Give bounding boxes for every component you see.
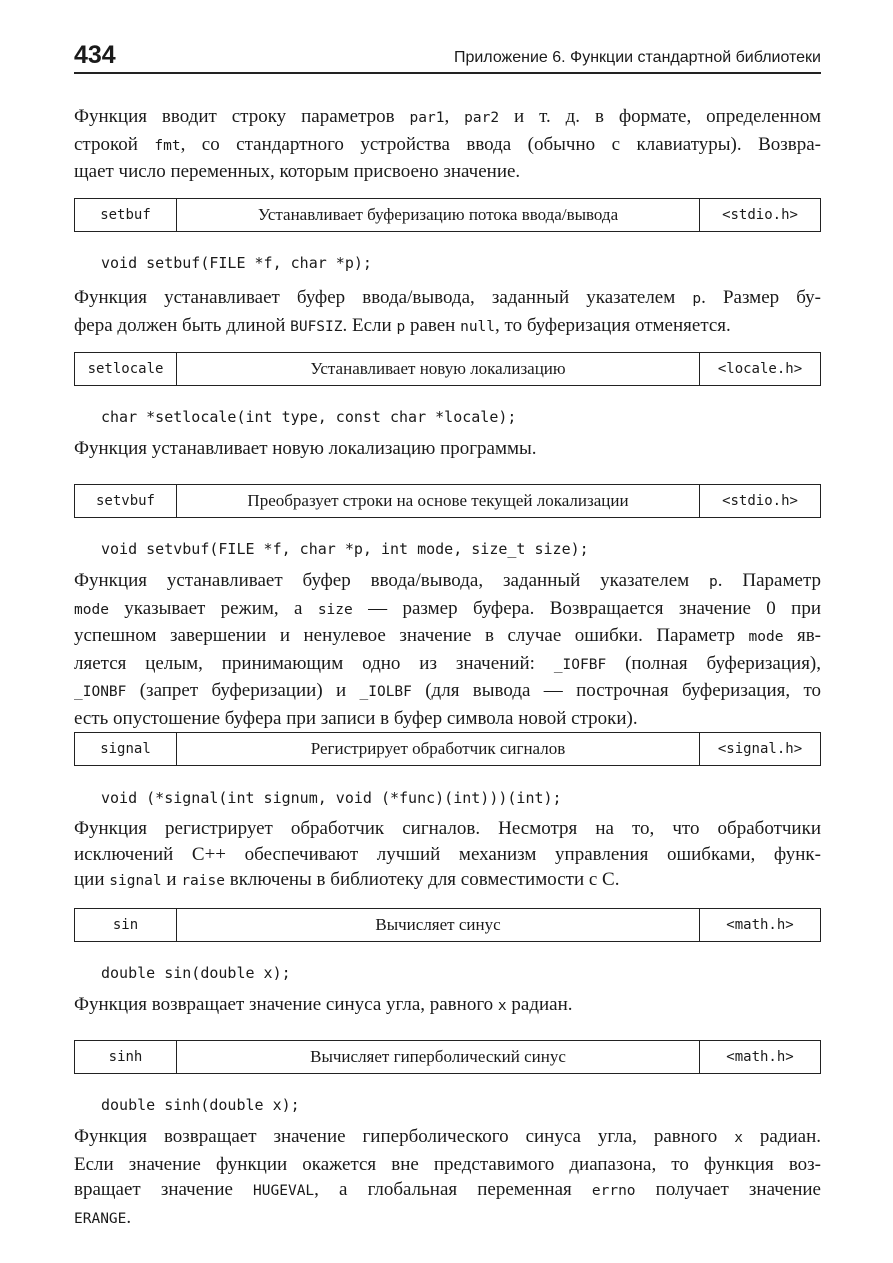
text-line: Функция регистрирует обработчик сигналов. Несмотря на то, что обработчики: [74, 818, 821, 839]
function-header-file: <locale.h>: [717, 361, 803, 377]
prototype-setbuf: void setbuf(FILE *f, char *p);: [101, 254, 372, 272]
function-name: signal: [75, 733, 177, 765]
inline-code: p: [692, 291, 702, 307]
function-description: Устанавливает буферизацию потока ввода/вывода: [177, 199, 700, 231]
prototype-sin: double sin(double x);: [101, 964, 291, 982]
text-line: Функция возвращает значение гиперболического синуса угла, равного x радиан.: [74, 1126, 821, 1147]
function-table-setbuf: [74, 198, 821, 232]
function-table-setlocale: [74, 352, 821, 386]
text-line: Если значение функции окажется вне представимого диапазона, то функция воз-: [74, 1153, 821, 1175]
text-line: ляется целым, принимающим одно из значений: _IOFBF (полная буферизация),: [74, 652, 822, 674]
text-line: Функция возвращает значение синуса угла, равного x радиан.: [74, 994, 573, 1015]
function-description: Устанавливает новую локализацию: [177, 353, 700, 385]
page-header: [74, 40, 821, 74]
function-description: Вычисляет гиперболический синус: [177, 1041, 700, 1073]
inline-code: HUGEVAL: [253, 1183, 315, 1199]
prototype-signal: void (*signal(int signum, void (*func)(int)))(int);: [101, 789, 562, 807]
inline-code: par1: [409, 110, 445, 126]
text-line: mode указывает режим, а size — размер буфера. Возвращается значение 0 при: [74, 597, 821, 619]
inline-code: size: [317, 601, 353, 618]
inline-code: x: [497, 998, 507, 1014]
running-title: Приложение 6. Функции стандартной библиотеки: [453, 49, 821, 66]
function-description: Вычисляет синус: [177, 909, 700, 941]
function-header-file: <stdio.h>: [722, 493, 798, 509]
text-line: есть опустошение буфера при записи в буфер символа новой строки).: [74, 707, 638, 729]
function-name: sinh: [75, 1041, 177, 1073]
text-line: щает число переменных, которым присвоено значение.: [74, 161, 521, 182]
text-line: вращает значение HUGEVAL, а глобальная переменная errno получает значение: [74, 1179, 821, 1200]
function-header-file: <math.h>: [726, 917, 794, 933]
description-signal: [74, 816, 821, 895]
inline-code: BUFSIZ: [290, 318, 343, 335]
text-line: Функция устанавливает буфер ввода/вывода, заданный указателем p. Размер бу-: [74, 287, 821, 308]
function-table-sin: [74, 908, 821, 942]
text-line: ции signal и raise включены в библиотеку для совместимости с C.: [74, 869, 620, 890]
description-sin: [74, 992, 821, 1020]
function-header-file: <math.h>: [726, 1049, 794, 1065]
inline-code: _IONBF: [74, 684, 127, 700]
function-description: Преобразует строки на основе текущей локализации: [177, 485, 700, 517]
text-line: строкой fmt, со стандартного устройства ввода (обычно с клавиатуры). Возвра-: [74, 133, 822, 155]
function-header-file: <signal.h>: [717, 741, 803, 757]
function-name: sin: [75, 909, 177, 941]
function-name: setlocale: [75, 353, 177, 385]
description-setbuf: [74, 285, 821, 340]
inline-code: _IOFBF: [553, 656, 607, 673]
inline-code: ERANGE: [74, 1210, 127, 1227]
function-header-file: <stdio.h>: [722, 207, 798, 223]
inline-code: mode: [74, 601, 109, 618]
inline-code: x: [734, 1130, 743, 1146]
prototype-setvbuf: void setvbuf(FILE *f, char *p, int mode, size_t size);: [101, 540, 589, 558]
description-setlocale: [74, 436, 821, 462]
prototype-sinh: double sinh(double x);: [101, 1096, 300, 1114]
text-line: успешном завершении и ненулевое значение в случае ошибки. Параметр mode яв-: [74, 625, 822, 646]
inline-code: par2: [464, 110, 500, 126]
inline-code: null: [460, 318, 496, 335]
inline-code: p: [396, 318, 406, 335]
inline-code: raise: [181, 873, 225, 889]
description-sinh: [74, 1124, 821, 1232]
inline-code: fmt: [154, 137, 181, 154]
intro-paragraph: [74, 104, 821, 185]
inline-code: mode: [748, 629, 784, 645]
prototype-setlocale: char *setlocale(int type, const char *locale);: [101, 408, 517, 426]
text-line: Функция вводит строку параметров par1, par2 и т. д. в формате, определенном: [74, 106, 822, 127]
text-line: фера должен быть длиной BUFSIZ. Если p равен null, то буферизация отменяется.: [74, 314, 731, 336]
function-name: setbuf: [75, 199, 177, 231]
text-line: ERANGE.: [74, 1206, 132, 1228]
function-table-signal: [74, 732, 821, 766]
text-line: Функция устанавливает буфер ввода/вывода, заданный указателем p. Параметр: [74, 570, 821, 591]
description-setvbuf: [74, 568, 821, 731]
inline-code: p: [709, 574, 718, 590]
text-line: исключений C++ обеспечивают лучший механизм управления ошибками, функ-: [74, 843, 821, 865]
function-name: setvbuf: [75, 485, 177, 517]
text-line: Функция устанавливает новую локализацию программы.: [74, 438, 537, 459]
inline-code: _IOLBF: [359, 684, 412, 700]
inline-code: signal: [109, 873, 162, 889]
text-line: _IONBF (запрет буферизации) и _IOLBF (для вывода — построчная буферизация, то: [74, 680, 821, 701]
inline-code: errno: [591, 1183, 636, 1199]
function-table-sinh: [74, 1040, 821, 1074]
function-description: Регистрирует обработчик сигналов: [177, 733, 700, 765]
function-table-setvbuf: [74, 484, 821, 518]
page-number: 434: [74, 41, 116, 69]
